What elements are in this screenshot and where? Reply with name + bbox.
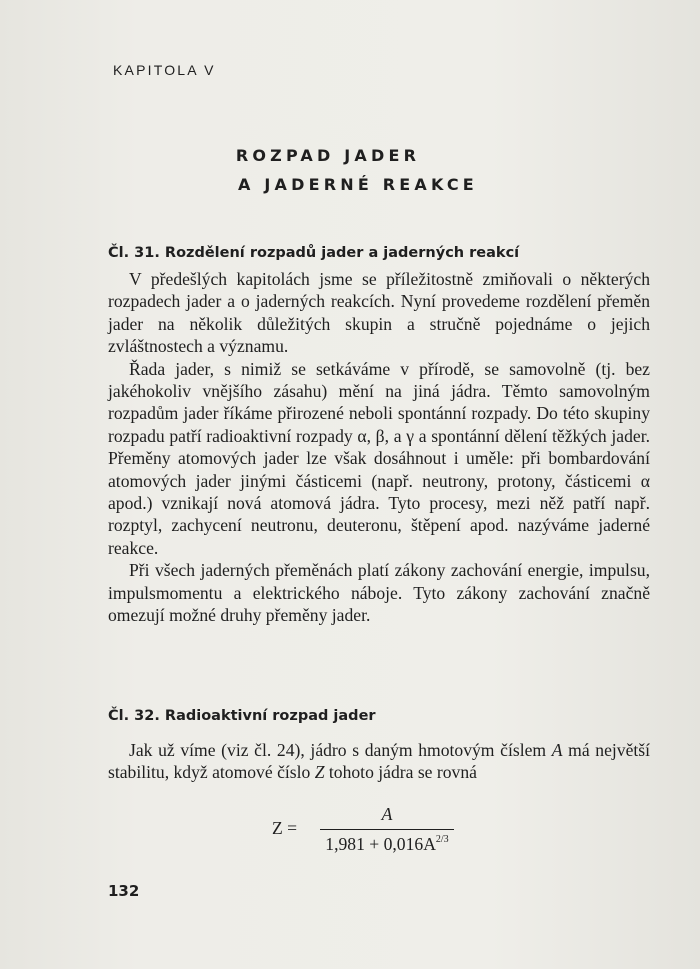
paragraph: Jak už víme (viz čl. 24), jádro s daným hmotovým číslem A má největší stabilitu, když atomové číslo Z tohoto jádra se rovná (108, 740, 650, 783)
page-number: 132 (108, 882, 140, 900)
paragraph: V předešlých kapitolách jsme se příležitostně zmiňovali o některých rozpadech jader a o jaderných reakcích. Nyní provedeme rozdělení přeměn jader na několik důležitých skupin a stručně pojednáme o jejich zvláštnostech a významu. (108, 269, 650, 357)
section-32-body (108, 739, 650, 784)
formula-lhs: Z = (272, 818, 298, 838)
section-31-body (108, 268, 650, 627)
fraction-bar (320, 829, 454, 830)
chapter-title-line-2: A JADERNÉ REAKCE (238, 175, 478, 194)
chapter-label: KAPITOLA V (113, 62, 216, 78)
section-31-heading: Čl. 31. Rozdělení rozpadů jader a jaderných reakcí (108, 245, 520, 261)
formula-fraction (320, 804, 454, 855)
variable-z: Z (314, 762, 325, 783)
paragraph: Při všech jaderných přeměnách platí zákony zachování energie, impulsu, impulsmomentu a elektrického náboje. Tyto zákony zachování značně omezují možné druhy přeměny jader. (108, 560, 650, 626)
formula-exponent: 2/3 (435, 834, 449, 845)
paragraph: Řada jader, s nimiž se setkáváme v přírodě, se samovolně (tj. bez jakéhokoliv vnějšího zásahu) mění na jiná jádra. Těmto samovolným rozpadům jader říkáme přirozené neboli spontánní rozpady. Do této skupiny rozpadu patří radioaktivní rozpady α, β, a γ a spontánní dělení těžkých jader. Přeměny atomových jader lze však dosáhnout i uměle: při bombardování atomových jader jinými částicemi (např. neutrony, protony, částicemi α apod.) vznikají nová atomová jádra. Tyto procesy, mezi něž patří např. rozptyl, zachycení neutronu, deuteronu, štěpení apod. nazýváme jaderné reakce. (108, 358, 650, 558)
formula-numerator: A (381, 804, 393, 824)
variable-a: A (551, 740, 563, 760)
formula-denominator: $1,981 + 0,016A^{2/3}$ (325, 834, 449, 854)
section-32-heading: Čl. 32. Radioaktivní rozpad jader (108, 708, 376, 724)
chapter-title-line-1: ROZPAD JADER (235, 146, 421, 165)
